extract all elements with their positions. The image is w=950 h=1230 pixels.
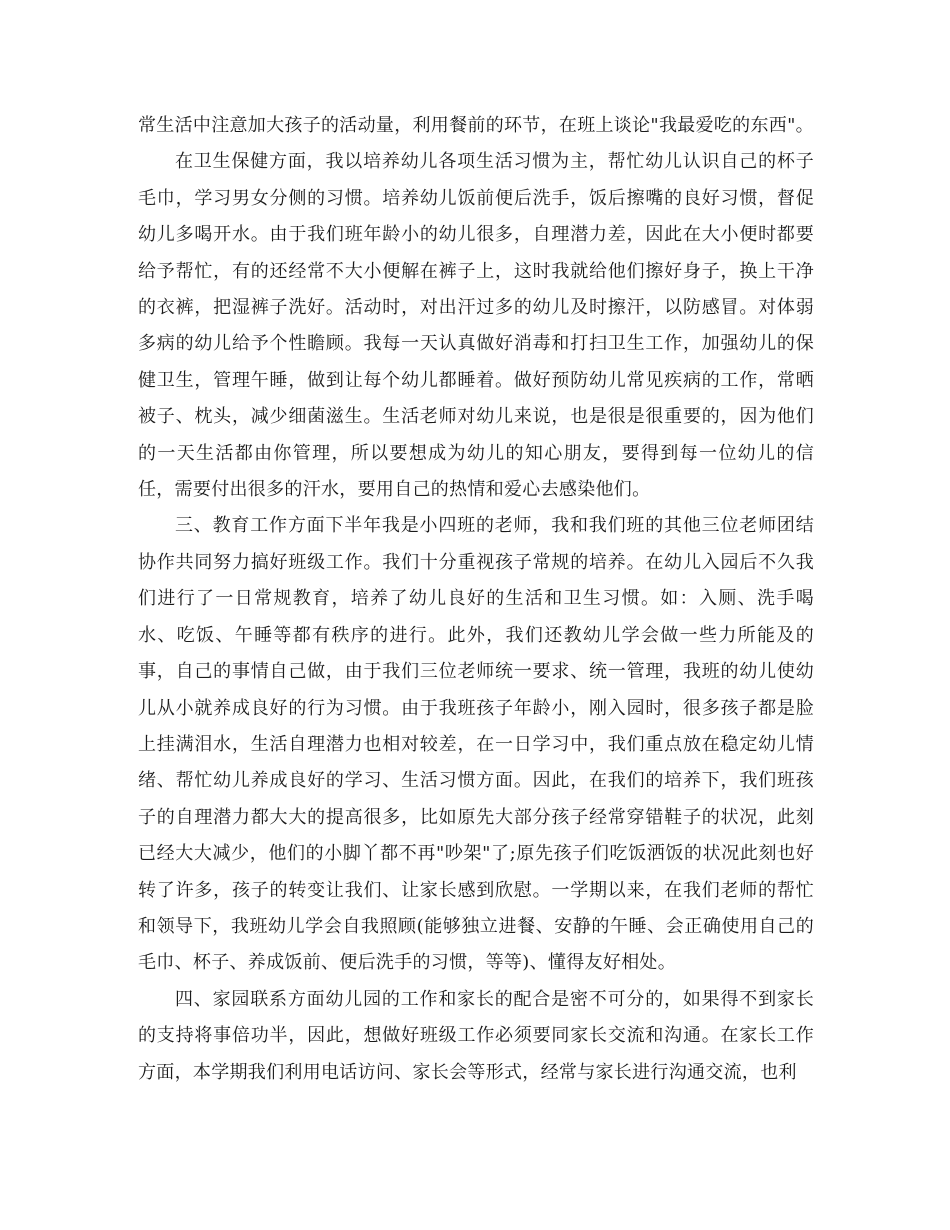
paragraph-education: 三、教育工作方面下半年我是小四班的老师，我和我们班的其他三位老师团结协作共同努力搞好班级工作。我们十分重视孩子常规的培养。在幼儿入园后不久我们进行了一日常规教育，培养了幼儿良好的生活和卫生习惯。如：入厕、洗手喝水、吃饭、午睡等都有秩序的进行。此外，我们还教幼儿学会做一些力所能及的事，自己的事情自己做，由于我们三位老师统一要求、统一管理，我班的幼儿使幼儿从小就养成良好的行为习惯。由于我班孩子年龄小，刚入园时，很多孩子都是脸上挂满泪水，生活自理潜力也相对较差，在一日学习中，我们重点放在稳定幼儿情绪、帮忙幼儿养成良好的学习、生活习惯方面。因此，在我们的培养下，我们班孩子的自理潜力都大大的提高很多，比如原先大部分孩子经常穿错鞋子的状况，此刻已经大大减少，他们的小脚丫都不再"吵架"了;原先孩子们吃饭洒饭的状况此刻也好转了许多，孩子的转变让我们、让家长感到欣慰。一学期以来，在我们老师的帮忙和领导下，我班幼儿学会自我照顾(能够独立进餐、安静的午睡、会正确使用自己的毛巾、杯子、养成饭前、便后洗手的习惯，等等)、懂得友好相处。 <box>138 515 814 974</box>
paragraph-home-school: 四、家园联系方面幼儿园的工作和家长的配合是密不可分的，如果得不到家长的支持将事倍功半，因此，想做好班级工作必须要同家长交流和沟通。在家长工作方面，本学期我们利用电话访问、家长会等形式，经常与家长进行沟通交流，也利 <box>138 988 814 1083</box>
paragraph-hygiene: 在卫生保健方面，我以培养幼儿各项生活习惯为主，帮忙幼儿认识自己的杯子毛巾，学习男女分侧的习惯。培养幼儿饭前便后洗手，饭后擦嘴的良好习惯，督促幼儿多喝开水。由于我们班年龄小的幼儿很多，自理潜力差，因此在大小便时都要给予帮忙，有的还经常不大小便解在裤子上，这时我就给他们擦好身子，换上干净的衣裤，把湿裤子洗好。活动时，对出汗过多的幼儿及时擦汗，以防感冒。对体弱多病的幼儿给予个性瞻顾。我每一天认真做好消毒和打扫卫生工作，加强幼儿的保健卫生，管理午睡，做到让每个幼儿都睡着。做好预防幼儿常见疾病的工作，常晒被子、枕头，减少细菌滋生。生活老师对幼儿来说，也是很是很重要的，因为他们的一天生活都由你管理，所以要想成为幼儿的知心朋友，要得到每一位幼儿的信任，需要付出很多的汗水，要用自己的热情和爱心去感染他们。 <box>138 151 814 501</box>
document-body <box>138 108 814 1091</box>
paragraph-continuation: 常生活中注意加大孩子的活动量，利用餐前的环节，在班上谈论"我最爱吃的东西"。 <box>138 115 814 136</box>
